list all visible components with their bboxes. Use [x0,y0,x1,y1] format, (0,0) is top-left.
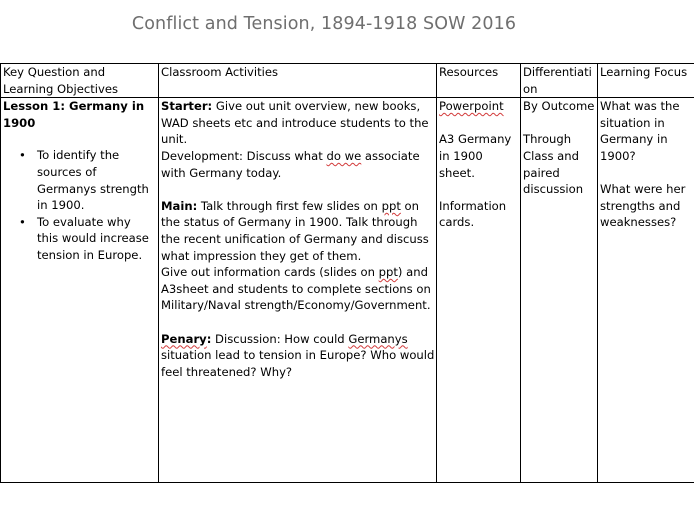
classroom-activities-cell [159,98,437,483]
header-classroom-activities: Classroom Activities [159,64,437,98]
plenary-text-end: situation lead to tension in Europe? Who would feel threatened? Why? [161,348,435,379]
header-key-question: Key Question and Learning Objectives [1,64,159,98]
header-differentiation: Differentiation [521,64,598,98]
header-learning-focus: Learning Focus [598,64,694,98]
main-paragraph-2 [161,264,436,314]
main-paragraph [161,198,436,264]
objective-text: To evaluate why this would increase tension in Europe. [37,214,149,262]
main-label: Main: [161,198,198,213]
plenary-colon: : [206,331,212,346]
scheme-of-work-table [0,63,694,483]
resources-cell [437,98,521,483]
development-flagged-text: do we [326,148,362,163]
learning-focus-cell [598,98,694,483]
focus-question-1: What was the situation in Germany in 1900? [600,99,680,163]
differentiation-discussion: Through Class and paired discussion [523,132,584,197]
development-text: Development: Discuss what [161,148,327,163]
document-title: Conflict and Tension, 1894-1918 SOW 2016 [131,14,517,34]
main-text: Talk through first few slides on [197,198,382,213]
bullet-icon: • [19,148,26,163]
starter-label: Starter: [161,99,213,114]
main-ppt-flag-2: ppt [378,265,398,280]
header-resources: Resources [437,64,521,98]
plenary-label: Penary [161,331,207,346]
starter-paragraph [161,98,436,148]
development-paragraph [161,148,436,181]
plenary-flagged-text: Germanys [348,331,408,346]
list-item [19,147,158,213]
list-item [19,214,158,264]
main-text-cont: on the status of Germany in 1900. Talk through the recent unification of Germany and discuss what impression they get of them. [161,198,429,263]
differentiation-cell [521,98,598,483]
starter-text: Give out unit overview, new books, WAD sheets etc and introduce students to the unit. [161,99,429,147]
key-question-cell [1,98,159,483]
plenary-text: Discussion: How could [211,331,349,346]
bullet-icon: • [19,214,26,229]
main-text-3: Give out information cards (slides on [161,265,379,280]
main-text-4: ) and A3sheet and students to complete sections on Military/Naval strength/Economy/Government. [161,265,431,313]
differentiation-outcome: By Outcome [523,99,595,114]
objectives-list [3,147,158,263]
development-text-end: associate with Germany today. [161,148,420,180]
resource-information-cards: Information cards. [439,198,507,230]
plenary-paragraph [161,331,436,381]
header-row [1,64,694,98]
main-ppt-flag: ppt [381,198,401,213]
focus-question-2: What were her strengths and weaknesses? [600,182,686,230]
resource-a3-sheet: A3 Germany in 1900 sheet. [439,132,512,180]
lesson-row [1,98,694,483]
objective-text: To identify the sources of Germanys strength in 1900. [37,148,149,213]
resource-powerpoint: Powerpoint [439,99,504,114]
lesson-title: Lesson 1: Germany in 1900 [3,99,145,130]
